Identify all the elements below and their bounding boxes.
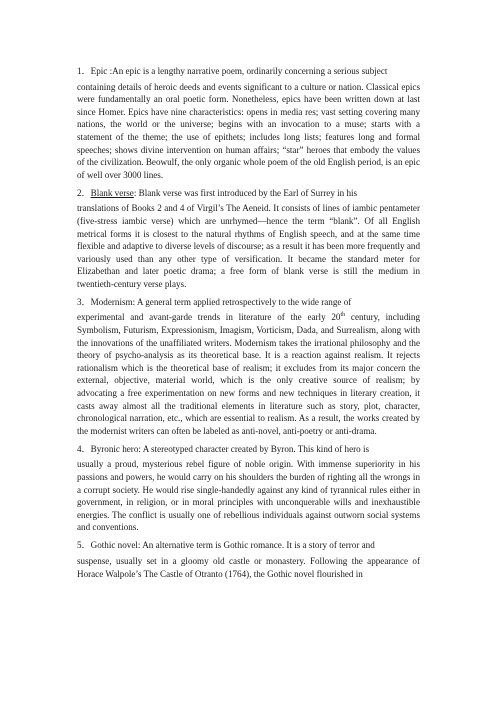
entry-number: 4． bbox=[77, 443, 91, 454]
ordinal-suffix: th bbox=[340, 312, 346, 319]
entry-body-start: experimental and avant-garde trends in literature of the early 20 bbox=[77, 312, 341, 323]
entry-term: Modernism bbox=[90, 296, 133, 307]
entry-term: Gothic novel bbox=[90, 540, 138, 551]
entry-body: usually a proud, mysterious rebel figure of noble origin. With immense superiority in his passions and powers, he would carry on his shoulders the burden of righting all the wrongs in a corrupt society. He would rise single-handedly against any kind of tyrannical rules either in government, in religion, or in moral principles with unconquerable wills and inexhaustible energies. The conflict is usually one of rebellious individuals against outworn social systems and conventions. bbox=[77, 459, 420, 533]
entry-term: Epic bbox=[90, 66, 108, 76]
entry-gothic-novel bbox=[77, 537, 420, 580]
entry-number: 2． bbox=[77, 187, 91, 198]
entry-first-line bbox=[77, 63, 420, 80]
entry-number: 3． bbox=[77, 296, 91, 307]
entry-body: century, including Symbolism, Futurism, Expressionism, Imagism, Vorticism, Dada, and Surrealism, along with the innovations of the unaffiliated writers. Modernism takes the irrational philosophy and the theory of psycho-analysis as its theoretical base. It is a reaction against realism. It rejects rationalism which is the theoretical base of realism; it excludes from its major concern the external, objective, material world, which is the only creative source of realism; by advocating a free experimentation on new forms and new techniques in literary creation, it casts away almost all the traditional elements in literature such as story, plot, character, chronological narration, etc., which are essential to realism. As a result, the works created by the modernist writers can often be labeled as anti-novel, anti-poetry or anti-drama. bbox=[77, 312, 420, 436]
entry-body: containing details of heroic deeds and events significant to a culture or nation. Classical epics were fundamentally an oral poetic form. Nonetheless, epics have been written down at last since Homer. Epics have nine characteristics: opens in media res; vast setting covering many nations, the world or the universe; begins with an invocation to a muse; starts with a statement of the theme; the use of epithets; includes long lists; features long and formal speeches; shows divine intervention on human affairs; “star” heroes that embody the values of the civilization. Beowulf, the only organic whole poem of the old English period, is an epic of well over 3000 lines. bbox=[77, 81, 420, 180]
entry-blank-verse bbox=[77, 185, 420, 291]
entry-number: 1． bbox=[77, 66, 91, 76]
entry-byronic-hero bbox=[77, 441, 420, 534]
entry-intro: : Blank verse was first introduced by the Earl of Surrey in his bbox=[133, 187, 358, 198]
entry-term: Byronic hero bbox=[90, 443, 139, 454]
entry-body: suspense, usually set in a gloomy old castle or monastery. Following the appearance of Horace Walpole’s The Castle of Otranto (1764), the Gothic novel flourished in bbox=[77, 555, 420, 579]
entry-first-line bbox=[77, 537, 420, 554]
entry-modernism bbox=[77, 294, 420, 438]
entry-first-line bbox=[77, 185, 420, 202]
entry-intro: :An epic is a lengthy narrative poem, ordinarily concerning a serious subject bbox=[107, 66, 388, 76]
entry-epic bbox=[77, 63, 420, 181]
entry-term: Blank verse bbox=[90, 187, 134, 198]
glossary-text bbox=[77, 63, 420, 584]
entry-intro: : A stereotyped character created by Byron. This kind of hero is bbox=[138, 443, 370, 454]
entry-number: 5． bbox=[77, 540, 91, 551]
entry-intro: : An alternative term is Gothic romance. It is a story of terror and bbox=[137, 540, 375, 551]
entry-body: translations of Books 2 and 4 of Virgil’s The Aeneid. It consists of lines of iambic pentameter (five-stress iambic verse) which are unrhymed—hence the term “blank”. Of all English metrical forms it is closest to the natural rhythms of English speech, and at the same time flexible and adaptive to diverse levels of discourse; as a result it has been more frequently and variously used than any other type of versification. It became the standard meter for Elizabethan and later poetic drama; a free form of blank verse is still the medium in twentieth-century verse plays. bbox=[77, 203, 420, 289]
entry-first-line bbox=[77, 441, 420, 458]
entry-intro: : A general term applied retrospectively to the wide range of bbox=[132, 296, 352, 307]
entry-first-line bbox=[77, 294, 420, 311]
